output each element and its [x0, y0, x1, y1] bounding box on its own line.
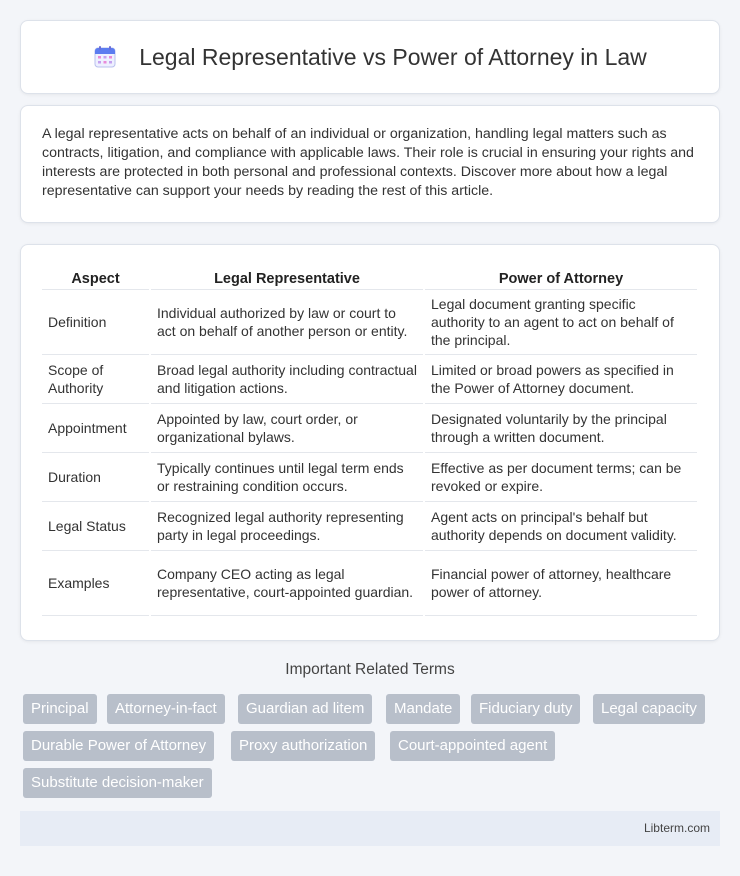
row-aspect: Definition	[42, 289, 150, 354]
related-terms-title: Important Related Terms	[285, 661, 455, 678]
column-header-aspect: Aspect	[42, 263, 150, 289]
tag-durable-power-of-attorney[interactable]: Durable Power of Attorney	[23, 731, 214, 761]
row-power-of-attorney: Limited or broad powers as specified in the Power of Attorney document.	[424, 354, 698, 403]
row-legal-representative: Company CEO acting as legal representative, court-appointed guardian.	[150, 550, 424, 615]
row-power-of-attorney: Effective as per document terms; can be revoked or expire.	[424, 452, 698, 501]
header-card	[20, 20, 720, 94]
tag-mandate[interactable]: Mandate	[386, 694, 460, 724]
row-power-of-attorney: Financial power of attorney, healthcare power of attorney.	[424, 550, 698, 615]
intro-text: A legal representative acts on behalf of an individual or organization, handling legal matters such as contracts, litigation, and compliance with applicable laws. Their role is crucial in ensuring your rights and interests are protected in both personal and professional contexts. Discover more about how a legal representative can support your needs by reading the rest of this article.	[42, 126, 694, 199]
table-row	[42, 403, 698, 452]
row-legal-representative: Typically continues until legal term ends or restraining condition occurs.	[150, 452, 424, 501]
comparison-table-card	[20, 244, 720, 641]
row-power-of-attorney: Designated voluntarily by the principal through a written document.	[424, 403, 698, 452]
page-title: Legal Representative vs Power of Attorney in Law	[139, 43, 647, 70]
tag-attorney-in-fact[interactable]: Attorney-in-fact	[107, 694, 225, 724]
footer-site-link[interactable]: Libterm.com	[643, 821, 710, 835]
row-power-of-attorney: Legal document granting specific authority to an agent to act on behalf of the principal.	[424, 289, 698, 354]
tag-substitute-decision-maker[interactable]: Substitute decision-maker	[23, 768, 212, 798]
table-row	[42, 354, 698, 403]
tag-proxy-authorization[interactable]: Proxy authorization	[231, 731, 375, 761]
table-header-row	[42, 263, 698, 289]
row-legal-representative: Individual authorized by law or court to act on behalf of another person or entity.	[150, 289, 424, 354]
row-aspect: Scope of Authority	[42, 354, 150, 403]
column-header-legal-representative: Legal Representative	[150, 263, 424, 289]
comparison-table	[42, 263, 699, 616]
tag-court-appointed-agent[interactable]: Court-appointed agent	[390, 731, 555, 761]
column-header-power-of-attorney: Power of Attorney	[424, 263, 698, 289]
row-legal-representative: Broad legal authority including contractual and litigation actions.	[150, 354, 424, 403]
row-aspect: Legal Status	[42, 501, 150, 550]
tag-fiduciary-duty[interactable]: Fiduciary duty	[471, 694, 580, 724]
table-row	[42, 550, 698, 615]
footer	[20, 811, 720, 846]
tag-guardian-ad-litem[interactable]: Guardian ad litem	[238, 694, 372, 724]
tag-principal[interactable]: Principal	[23, 694, 97, 724]
table-row	[42, 452, 698, 501]
tag-legal-capacity[interactable]: Legal capacity	[593, 694, 705, 724]
row-aspect: Examples	[42, 550, 150, 615]
table-row	[42, 501, 698, 550]
table-row	[42, 289, 698, 354]
row-aspect: Duration	[42, 452, 150, 501]
calendar-icon	[93, 45, 117, 69]
row-power-of-attorney: Agent acts on principal's behalf but authority depends on document validity.	[424, 501, 698, 550]
row-aspect: Appointment	[42, 403, 150, 452]
intro-card	[20, 105, 720, 223]
row-legal-representative: Recognized legal authority representing party in legal proceedings.	[150, 501, 424, 550]
row-legal-representative: Appointed by law, court order, or organizational bylaws.	[150, 403, 424, 452]
